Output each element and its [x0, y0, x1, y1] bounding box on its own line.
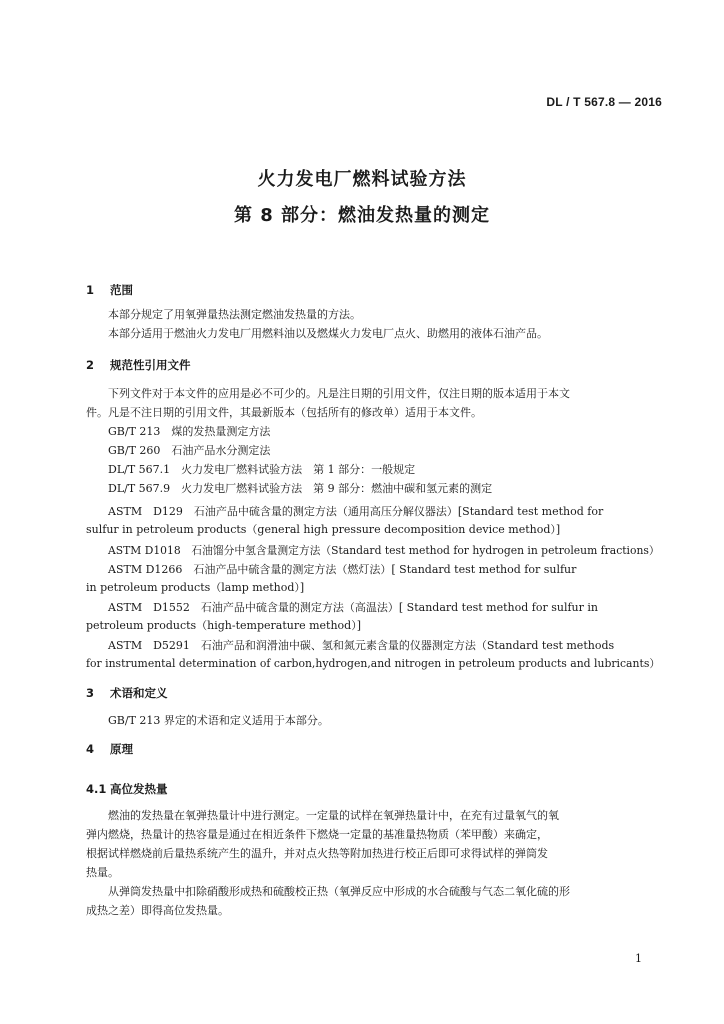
section-title: 规范性引用文件 [110, 358, 191, 372]
reference-item: ASTM D1266 石油产品中硫含量的测定方法（燃灯法）[ Standard test method for sulfur [108, 563, 577, 576]
reference-item-continuation: for instrumental determination of carbon,hydrogen,and nitrogen in petroleum products and lubricants） [86, 657, 661, 670]
section-number: 4 [86, 742, 95, 756]
section-4-heading [86, 741, 133, 757]
standard-code: DL / T 567.8 — 2016 [546, 95, 662, 109]
document-title: 火力发电厂燃料试验方法 [257, 169, 467, 190]
reference-item: ASTM D129 石油产品中硫含量的测定方法（通用高压分解仪器法）[Standard test method for [108, 505, 604, 518]
document-subtitle: 第 8 部分：燃油发热量的测定 [233, 205, 491, 226]
reference-item-continuation: petroleum products（high-temperature method）] [86, 619, 362, 632]
section-3-heading [86, 685, 168, 701]
page-number: 1 [635, 952, 642, 965]
section-1-heading [86, 282, 133, 298]
reference-item: ASTM D5291 石油产品和润滑油中碳、氢和氮元素含量的仪器测定方法（Standard test methods [108, 639, 615, 652]
paragraph-line: GB/T 213 界定的术语和定义适用于本部分。 [108, 714, 329, 727]
paragraph-line: 燃油的发热量在氧弹热量计中进行测定。一定量的试样在氧弹热量计中，在充有过量氧气的氧 [108, 809, 559, 822]
paragraph-line: 成热之差）即得高位发热量。 [86, 904, 229, 917]
section-2-heading [86, 357, 191, 373]
paragraph-line: 下列文件对于本文件的应用是必不可少的。凡是注日期的引用文件，仅注日期的版本适用于本文 [108, 387, 570, 400]
reference-item: DL/T 567.9 火力发电厂燃料试验方法 第 9 部分：燃油中碳和氢元素的测定 [108, 482, 493, 495]
paragraph-line: 从弹筒发热量中扣除硝酸形成热和硫酸校正热（氧弹反应中形成的水合硫酸与气态二氧化硫的形 [108, 885, 570, 898]
paragraph-line: 根据试样燃烧前后量热系统产生的温升，并对点火热等附加热进行校正后即可求得试样的弹筒发 [86, 847, 548, 860]
section-number: 2 [86, 358, 95, 372]
reference-item: GB/T 213 煤的发热量测定方法 [108, 425, 271, 438]
reference-item: ASTM D1018 石油馏分中氢含量测定方法（Standard test method for hydrogen in petroleum fractions） [108, 544, 660, 557]
reference-item-continuation: in petroleum products（lamp method）] [86, 581, 305, 594]
reference-item: GB/T 260 石油产品水分测定法 [108, 444, 271, 457]
reference-item-continuation: sulfur in petroleum products（general high pressure decomposition device method）] [86, 523, 561, 536]
paragraph-line: 弹内燃烧，热量计的热容量是通过在相近条件下燃烧一定量的基准量热物质（苯甲酸）来确定， [86, 828, 548, 841]
paragraph-line: 本部分适用于燃油火力发电厂用燃料油以及燃煤火力发电厂点火、助燃用的液体石油产品。 [108, 327, 548, 340]
section-title: 原理 [110, 742, 133, 756]
section-title: 术语和定义 [110, 686, 168, 700]
reference-item: ASTM D1552 石油产品中硫含量的测定方法（高温法）[ Standard test method for sulfur in [108, 601, 598, 614]
section-number: 4.1 [86, 782, 107, 796]
reference-item: DL/T 567.1 火力发电厂燃料试验方法 第 1 部分：一般规定 [108, 463, 416, 476]
section-4-1-heading [86, 781, 168, 797]
section-number: 1 [86, 283, 95, 297]
paragraph-line: 热量。 [86, 866, 119, 879]
section-title: 高位发热量 [110, 782, 168, 796]
paragraph-line: 本部分规定了用氧弹量热法测定燃油发热量的方法。 [108, 308, 361, 321]
paragraph-line: 件。凡是不注日期的引用文件，其最新版本（包括所有的修改单）适用于本文件。 [86, 406, 482, 419]
section-title: 范围 [110, 283, 133, 297]
section-number: 3 [86, 686, 95, 700]
